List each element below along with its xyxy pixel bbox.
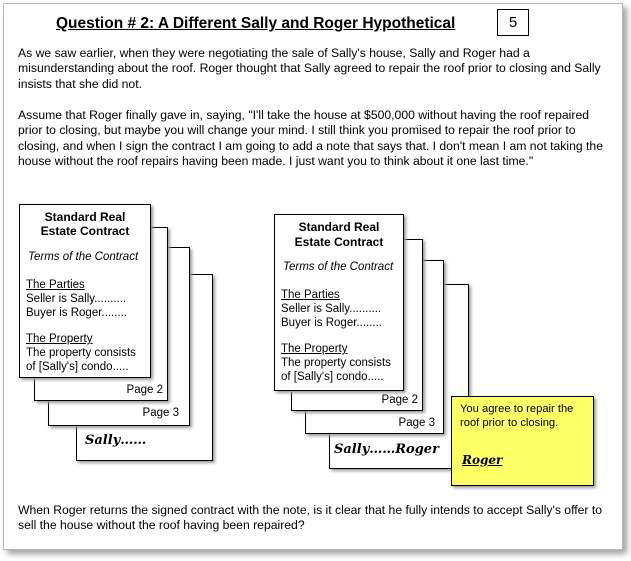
- right-contract-terms: Terms of the Contract: [283, 261, 394, 273]
- right-property-heading: The Property: [281, 343, 348, 355]
- right-page-2-label: Page 2: [381, 394, 418, 406]
- right-contract-title-1: Standard Real: [298, 220, 380, 234]
- left-property-heading: The Property: [26, 333, 93, 345]
- left-seller-line: Seller is Sally..........: [26, 293, 127, 305]
- left-page-2-label: Page 2: [126, 384, 163, 396]
- hypothetical-paragraph: Assume that Roger finally gave in, saying, "I'll take the house at $500,000 without having the roof repaired prior to closing, but maybe you will change your mind. I still think you promised to repair the roof prior to closing, and when I sign the contract I am going to add a note that says that. I don't mean I am not taking the house without the roof repairs having been made. I just want you to think about it one last time.": [18, 108, 603, 168]
- right-parties-heading: The Parties: [281, 289, 340, 301]
- left-contract-front-page: [19, 204, 151, 378]
- left-contract-title-1: Standard Real: [44, 210, 126, 224]
- right-contract-title-2: Estate Contract: [294, 235, 384, 249]
- left-signature: Sally……: [85, 433, 147, 448]
- note-signature: Roger: [462, 453, 503, 467]
- question-paragraph: When Roger returns the signed contract with the note, is it clear that he fully intends to accept Sally's offer to sell the house without the roof having been repaired?: [18, 503, 603, 533]
- slide-frame: [3, 3, 623, 550]
- left-page-3-label: Page 3: [142, 407, 179, 419]
- left-parties-heading: The Parties: [26, 279, 85, 291]
- left-property-line-2: of [Sally's] condo.....: [26, 361, 129, 373]
- right-buyer-line: Buyer is Roger........: [281, 317, 382, 329]
- right-contract-front-page: [274, 214, 404, 391]
- roger-note: [451, 396, 594, 486]
- page-number-badge: 5: [497, 9, 529, 36]
- intro-paragraph: As we saw earlier, when they were negotiating the sale of Sally's house, Sally and Roger had a misunderstanding about the roof. Roger thought that Sally agreed to repair the roof prior to closing and Sally insists that she did not.: [18, 46, 601, 91]
- right-signature: Sally……Roger: [334, 442, 439, 457]
- right-page-3-label: Page 3: [398, 417, 435, 429]
- left-buyer-line: Buyer is Roger........: [26, 307, 127, 319]
- left-contract-terms: Terms of the Contract: [28, 251, 139, 263]
- note-text: You agree to repair the roof prior to closing.: [460, 403, 574, 429]
- left-property-line-1: The property consists: [26, 347, 136, 359]
- right-property-line-2: of [Sally's] condo.....: [281, 371, 384, 383]
- right-seller-line: Seller is Sally..........: [281, 303, 382, 315]
- right-property-line-1: The property consists: [281, 357, 391, 369]
- left-contract-title-2: Estate Contract: [40, 224, 130, 238]
- page-title: Question # 2: A Different Sally and Roger Hypothetical: [56, 15, 456, 32]
